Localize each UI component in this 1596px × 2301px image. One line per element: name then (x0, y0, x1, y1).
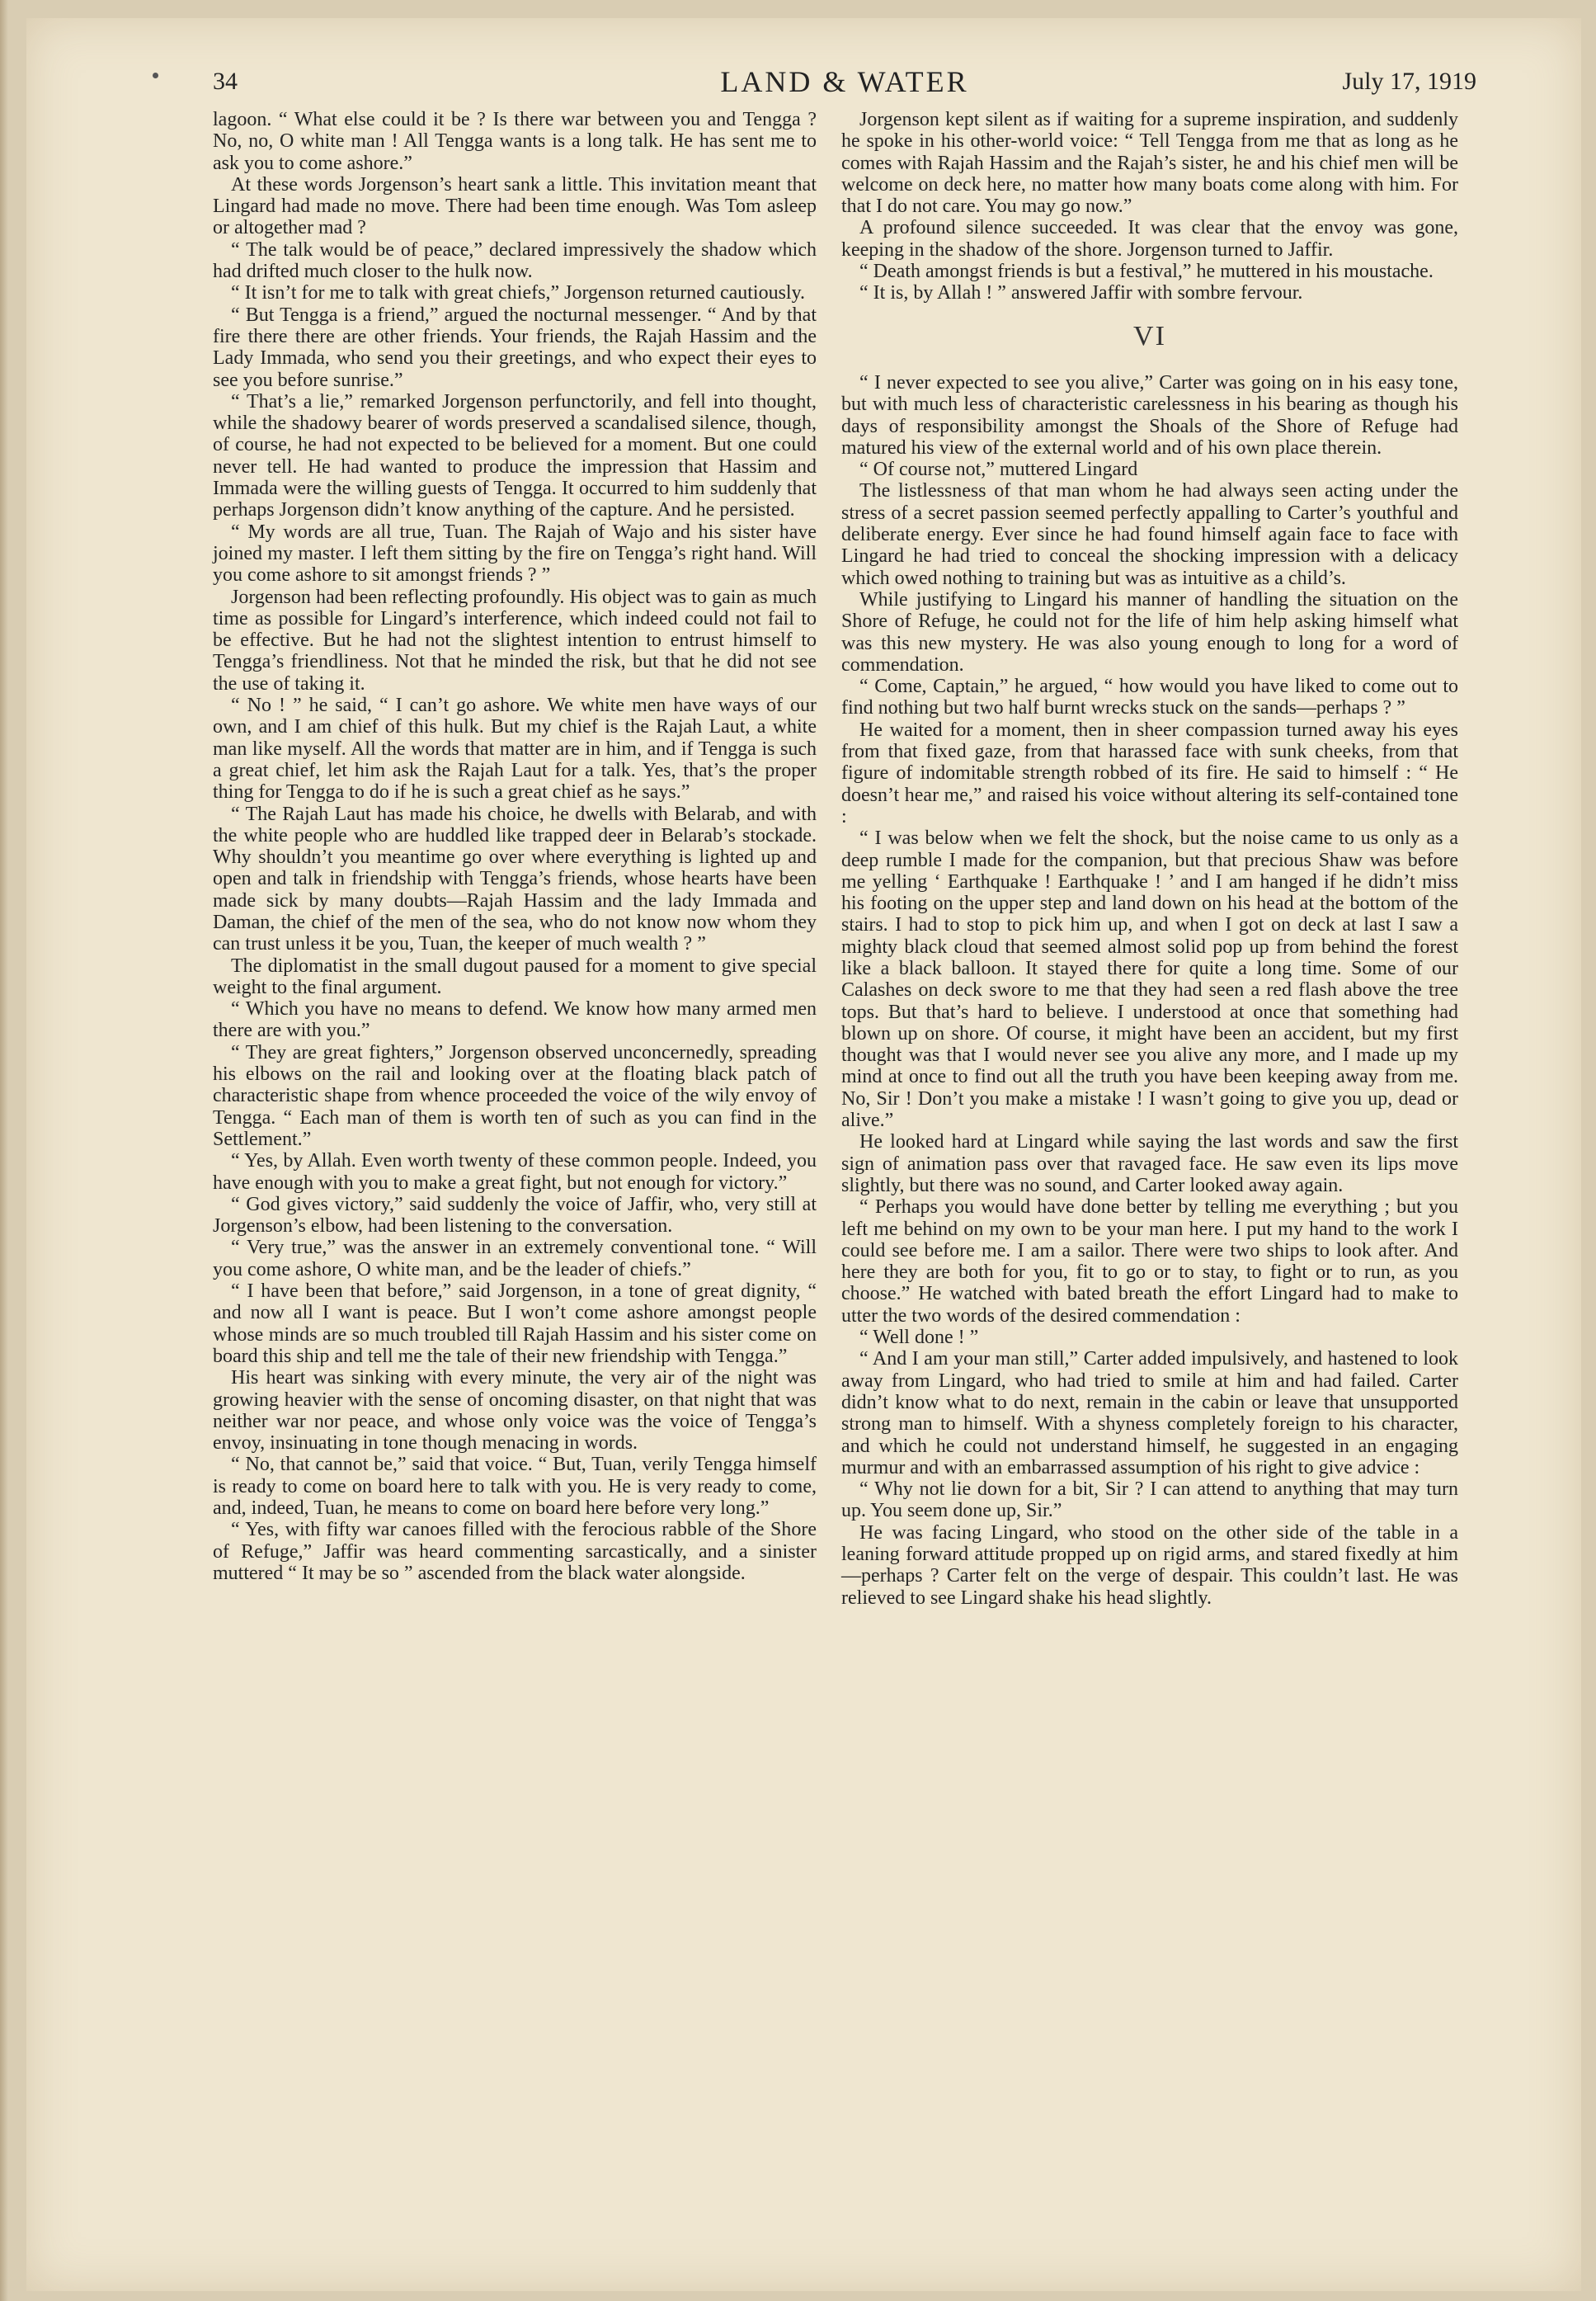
paragraph: “ Well done ! ” (859, 1327, 979, 1349)
binding-edge (0, 0, 8, 2301)
paragraph: While justifying to Lingard his manner of handling the situation on the Shore of Refuge, he could not for the life of him help asking himself what was this new mystery. He was also young enough to long for a word of commendation. (841, 588, 1458, 676)
paragraph: “ And I am your man still,” Carter added impulsively, and hastened to look away from Lingard, who had tried to smile at him and had failed. Carter didn’t know what to do next, remain in the cabin or leave that unsupported strong man to himself. With a shyness completely foreign to his character, and which he could not understand himself, he suggested in an engaging murmur and with an embarrassed assumption of his right to give advice : (841, 1348, 1458, 1478)
paragraph: “ God gives victory,” said suddenly the voice of Jaffir, who, very still at Jorgenson’s elbow, had been listening to the conversation. (213, 1193, 817, 1238)
left-column (213, 109, 817, 1584)
paragraph: “ The Rajah Laut has made his choice, he dwells with Belarab, and with the white people who are huddled like trapped deer in Belarab’s stockade. Why shouldn’t you meantime go over where everything is lighted up and open and talk in friendship with Tengga’s friends, whose hearts have been made sick by many doubts—Rajah Hassim and the lady Immada and Daman, the chief of the men of the sea, who do not know now whom they can trust unless it be you, Tuan, the keeper of much wealth ? ” (213, 803, 817, 955)
paragraph: He was facing Lingard, who stood on the other side of the table in a leaning forward attitude propped up on rigid arms, and stared fixedly at him—perhaps ? Carter felt on the verge of despair. This couldn’t last. He was relieved to see Lingard shake his head slightly. (841, 1521, 1458, 1609)
paragraph: “ I have been that before,” said Jorgenson, in a tone of great dignity, “ and now all I want is peace. But I won’t come ashore amongst people whose minds are so much troubled till Rajah Hassim and his sister come on board this ship and tell me the tale of their new friendship with Tengga.” (213, 1280, 817, 1367)
paragraph: A profound silence succeeded. It was clear that the envoy was gone, keeping in the shadow of the shore. Jorgenson turned to Jaffir. (841, 217, 1458, 261)
paragraph: The listlessness of that man whom he had always seen acting under the stress of a secret passion seemed perfectly appalling to Carter’s youthful and deliberate energy. Ever since he had found himself again face to face with Lingard he had tried to conceal the shocking impression with a delicacy which owed nothing to training but was as intuitive as a child’s. (841, 480, 1458, 589)
paragraph: “ Perhaps you would have done better by telling me everything ; but you left me behind on my own to be your man here. I put my hand to the work I could see before me. I am a sailor. There were two ships to look after. And here they are both for you, fit to go or to stay, to fight or to run, as you choose.” He watched with bated breath the effort Lingard had to make to utter the two words of the desired commendation : (841, 1196, 1458, 1327)
binding-hole (153, 73, 158, 78)
paragraph: “ Come, Captain,” he argued, “ how would you have liked to come out to find nothing but two half burnt wrecks stuck on the sands—perhaps ? ” (841, 676, 1458, 719)
paragraph: “ No ! ” he said, “ I can’t go ashore. We white men have ways of our own, and I am chief of this hulk. But my chief is the Rajah Laut, a white man like myself. All the words that matter are in him, and if Tengga is such a great chief, let him ask the Rajah Laut for a talk. Yes, that’s the proper thing for Tengga to do if he is such a great chief as he says.” (213, 695, 817, 804)
paragraph: “ It isn’t for me to talk with great chiefs,” Jorgenson returned cautiously. (231, 282, 806, 304)
paragraph: “ My words are all true, Tuan. The Rajah of Wajo and his sister have joined my master. I left them sitting by the fire on Tengga’s right hand. Will you come ashore to sit amongst friends ? ” (213, 521, 817, 587)
paragraph: “ Death amongst friends is but a festival,” he muttered in his moustache. (859, 261, 1434, 283)
journal-title: LAND & WATER (720, 65, 969, 98)
paragraph: “ That’s a lie,” remarked Jorgenson perfunctorily, and fell into thought, while the shadowy bearer of words preserved a scandalised silence, though, of course, he had not expected to be believed for a moment. But one could never tell. He had wanted to produce the impression that Hassim and Immada were the willing guests of Tengga. It occurred to him suddenly that perhaps Jorgenson didn’t know anything of the capture. And he persisted. (213, 390, 817, 521)
paragraph: “ I never expected to see you alive,” Carter was going on in his easy tone, but with much less of characteristic carelessness in his bearing as though his days of responsibility amongst the Shoals of the Shore of Refuge had matured his view of the external world and of his own place therein. (841, 371, 1458, 459)
paragraph: “ The talk would be of peace,” declared impressively the shadow which had drifted much closer to the hulk now. (213, 238, 817, 283)
paragraph: “ They are great fighters,” Jorgenson observed unconcernedly, spreading his elbows on the rail and looking over at the floating black patch of characteristic shape from whence proceeded the voice of the wily envoy of Tengga. “ Each man of them is worth ten of such as you can find in the Settlement.” (213, 1041, 817, 1150)
paragraph: “ It is, by Allah ! ” answered Jaffir with sombre fervour. (859, 282, 1303, 304)
paragraph: “ Why not lie down for a bit, Sir ? I can attend to anything that may turn up. You seem done up, Sir.” (841, 1478, 1458, 1522)
paragraph: “ Yes, by Allah. Even worth twenty of these common people. Indeed, you have enough with you to make a great fight, but not enough for victory.” (213, 1150, 817, 1194)
paragraph: “ Yes, with fifty war canoes filled with the ferocious rabble of the Shore of Refuge,” Jaffir was heard commenting sarcastically, and a sinister muttered “ It may be so ” ascended from the black water alongside. (213, 1519, 817, 1584)
paragraph: He looked hard at Lingard while saying the last words and saw the first sign of animation pass over that ravaged face. He saw even its lips move slightly, but there was no sound, and Carter looked away again. (841, 1131, 1458, 1196)
paragraph: At these words Jorgenson’s heart sank a little. This invitation meant that Lingard had made no move. There had been time enough. Was Tom asleep or altogether mad ? (213, 173, 817, 239)
paragraph: “ Of course not,” muttered Lingard (859, 459, 1138, 481)
paragraph: Jorgenson had been reflecting profoundly. His object was to gain as much time as possible for Lingard’s interference, which indeed could not fail to be effective. But he had not the slightest intention to entrust himself to Tengga’s friendliness. Not that he minded the risk, but that he did not see the use of taking it. (213, 586, 817, 695)
issue-date: July 17, 1919 (1342, 68, 1476, 95)
paragraph: “ I was below when we felt the shock, but the noise came to us only as a deep rumble I made for the companion, but that precious Shaw was before me yelling ‘ Earthquake ! Earthquake ! ’ and I am hanged if he didn’t miss his footing on the upper step and land down on his head at the bottom of the stairs. I had to stop to pick him up, and when I got on deck at last I saw a mighty black cloud that seemed almost solid pop up from behind the forest like a black balloon. It stayed there for quite a long time. Some of our Calashes on deck swore to me that they had seen a red flash above the tree tops. But that’s hard to believe. I understood at once that something had blown up on shore. Of course, it might have been an accident, but my first thought was that I would never see you alive any more, and I made up my mind at once to find out all the truth you have been keeping away from me. No, Sir ! Don’t you make a mistake ! I wasn’t going to give you up, dead or alive.” (841, 828, 1458, 1132)
paragraph: The diplomatist in the small dugout paused for a moment to give special weight to the final argument. (213, 955, 817, 998)
page-header (213, 64, 1476, 106)
page-number: 34 (213, 68, 238, 95)
paragraph: “ No, that cannot be,” said that voice. “ But, Tuan, verily Tengga himself is ready to come on board here to talk with you. He is very ready to come, and, indeed, Tuan, he means to come on board here before very long.” (213, 1454, 817, 1519)
paragraph: He waited for a moment, then in sheer compassion turned away his eyes from that fixed gaze, from that harassed face with sunk cheeks, from that figure of indomitable strength robbed of its fire. He said to himself : “ He doesn’t hear me,” and raised his voice without altering its self-contained tone : (841, 719, 1458, 828)
paragraph: “ But Tengga is a friend,” argued the nocturnal messenger. “ And by that fire there there are other friends. Your friends, the Rajah Hassim and the Lady Immada, who send you their greetings, and who expect their eyes to see you before sunrise.” (213, 304, 817, 391)
right-column (841, 109, 1458, 1609)
paragraph: Jorgenson kept silent as if waiting for a supreme inspiration, and suddenly he spoke in his other-world voice: “ Tell Tengga from me that as long as he comes with Rajah Hassim and the Rajah’s sister, he and his chief men will be welcome on deck here, no matter how many boats come along with him. For that I do not care. You may go now.” (841, 109, 1458, 218)
paragraph: His heart was sinking with every minute, the very air of the night was growing heavier with the sense of oncoming disaster, on that night that was neither war nor peace, and whose only voice was the voice of Tengga’s envoy, insinuating in tone though menacing in words. (213, 1367, 817, 1455)
paragraph: lagoon. “ What else could it be ? Is there war between you and Tengga ? No, no, O white man ! All Tengga wants is a long talk. He has sent me to ask you to come ashore.” (213, 109, 817, 174)
section-heading: VI (1133, 320, 1166, 351)
paragraph: “ Very true,” was the answer in an extremely conventional tone. “ Will you come ashore, O white man, and be the leader of chiefs.” (213, 1237, 817, 1280)
paragraph: “ Which you have no means to defend. We know how many armed men there are with you.” (213, 998, 817, 1042)
